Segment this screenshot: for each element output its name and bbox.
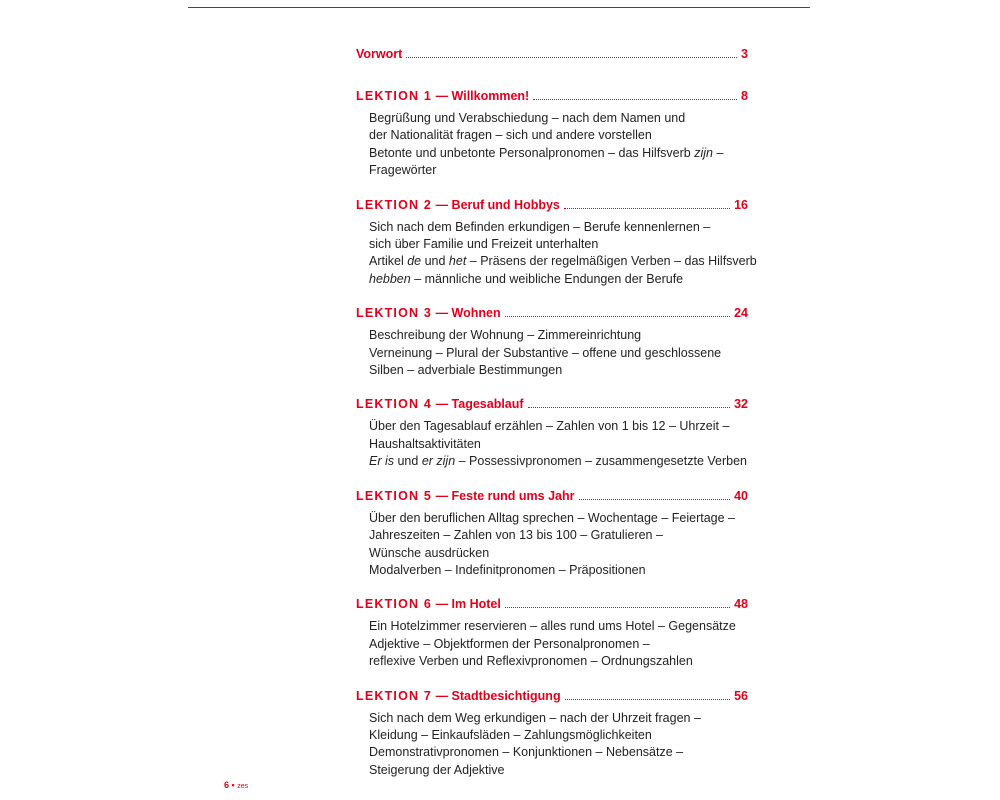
topic-line — [369, 710, 748, 727]
topic-text: Demonstrativpronomen – Konjunktionen – Nebensätze – — [369, 745, 684, 760]
lesson-separator: — — [432, 397, 452, 412]
topic-text: Kleidung – Einkaufsläden – Zahlungsmöglichkeiten — [369, 727, 652, 742]
lesson-title: Feste rund ums Jahr — [451, 488, 575, 503]
dot-leader — [406, 57, 737, 58]
dutch-term: zijn — [694, 145, 713, 160]
dot-leader — [579, 499, 731, 500]
lesson-page-number: 16 — [734, 197, 748, 212]
topic-text: Sich nach dem Weg erkundigen – nach der Uhrzeit fragen – — [369, 710, 701, 725]
topic-line — [369, 545, 748, 562]
lesson-topics — [369, 418, 748, 470]
lesson-title: Im Hotel — [451, 597, 501, 612]
topic-text: Artikel — [369, 254, 408, 269]
topic-line — [369, 219, 748, 236]
dutch-term: er zijn — [421, 454, 456, 469]
topic-text: reflexive Verben und Reflexivpronomen – Ordnungszahlen — [369, 654, 693, 669]
lesson-page-number: 32 — [734, 397, 748, 412]
topic-line — [369, 327, 748, 344]
dot-leader — [528, 407, 731, 408]
lesson-page-number: 8 — [741, 89, 748, 103]
topic-text: sich über Familie und Freizeit unterhalten — [369, 237, 599, 252]
topic-line — [369, 636, 748, 653]
topic-text: und — [421, 254, 449, 269]
lesson-page-number: 24 — [734, 306, 748, 321]
topic-text: der Nationalität fragen – sich und andere vorstellen — [369, 128, 652, 143]
lessons-list — [356, 88, 757, 779]
topic-line — [369, 618, 748, 635]
topic-line — [369, 345, 748, 362]
lesson-label: LEKTION 6 — [356, 597, 433, 612]
dot-leader — [565, 699, 731, 700]
toc-title-vorwort: Vorwort — [356, 47, 403, 61]
toc-entry-lektion-7 — [356, 688, 748, 780]
lesson-topics — [369, 110, 748, 180]
lesson-title: Stadtbesichtigung — [451, 688, 561, 703]
topic-text: Modalverben – Indefinitpronomen – Präpositionen — [369, 562, 646, 577]
topic-text: Begrüßung und Verabschiedung – nach dem Namen und — [369, 111, 686, 125]
lesson-separator: — — [432, 306, 452, 321]
topic-text: Sich nach dem Befinden erkundigen – Berufe kennenlernen – — [369, 219, 711, 234]
lesson-label: LEKTION 2 — [356, 197, 433, 212]
dot-leader — [505, 607, 730, 608]
toc-entry-lektion-1 — [356, 88, 748, 180]
topic-line — [369, 510, 748, 527]
lesson-separator: — — [432, 488, 452, 503]
lesson-title: Willkommen! — [451, 89, 530, 103]
toc-heading-lektion-3[interactable] — [356, 305, 748, 321]
topic-text: – Präsens der regelmäßigen Verben – das Hilfsverb — [466, 254, 757, 269]
toc-heading-lektion-5[interactable] — [356, 488, 748, 504]
dutch-term: hebben — [369, 271, 411, 286]
topic-line — [369, 562, 748, 579]
lesson-separator: — — [432, 197, 452, 212]
table-of-contents — [356, 46, 757, 779]
topic-text: Verneinung – Plural der Substantive – offene und geschlossene — [369, 345, 722, 360]
dot-leader — [533, 99, 737, 100]
topic-text: – — [712, 145, 724, 160]
topic-text: – Possessivpronomen – zusammengesetzte Verben — [455, 454, 747, 469]
topic-line — [369, 453, 748, 470]
topic-line — [369, 162, 748, 179]
lesson-label: LEKTION 7 — [356, 688, 433, 703]
toc-entry-lektion-5 — [356, 488, 748, 580]
lesson-separator: — — [432, 688, 452, 703]
topic-text: und — [394, 454, 422, 469]
lesson-page-number: 48 — [734, 597, 748, 612]
topic-text: Jahreszeiten – Zahlen von 13 bis 100 – Gratulieren – — [369, 528, 663, 543]
toc-heading-vorwort[interactable] — [356, 46, 748, 62]
topic-line — [369, 744, 748, 761]
lesson-label: LEKTION 4 — [356, 397, 433, 412]
lesson-label: LEKTION 5 — [356, 488, 433, 503]
topic-line — [369, 271, 748, 288]
dutch-term: Er is — [369, 454, 394, 469]
toc-entry-lektion-3 — [356, 305, 748, 379]
lesson-topics — [369, 219, 757, 289]
lesson-title: Tagesablauf — [451, 397, 524, 412]
topic-line — [369, 762, 748, 779]
topic-line — [369, 127, 748, 144]
toc-heading-lektion-4[interactable] — [356, 396, 748, 412]
dot-leader — [564, 208, 730, 209]
topic-line — [369, 727, 748, 744]
topic-line — [369, 236, 748, 253]
toc-heading-lektion-1[interactable] — [356, 88, 748, 104]
topic-text: – männliche und weibliche Endungen der Berufe — [410, 271, 684, 286]
folio-text: zes — [237, 783, 249, 790]
topic-text: Silben – adverbiale Bestimmungen — [369, 363, 563, 378]
dutch-term: de — [407, 254, 422, 269]
page-folio — [224, 780, 248, 790]
lesson-topics — [369, 510, 748, 580]
topic-text: Ein Hotelzimmer reservieren – alles rund ums Hotel – Gegensätze — [369, 619, 736, 634]
topic-line — [369, 436, 748, 453]
top-rule — [188, 7, 810, 8]
topic-text: Haushaltsaktivitäten — [369, 436, 481, 451]
lesson-separator: — — [432, 597, 452, 612]
toc-heading-lektion-7[interactable] — [356, 688, 748, 704]
dot-leader — [505, 316, 730, 317]
folio-bullet: • — [231, 780, 235, 790]
toc-entry-lektion-2 — [356, 197, 757, 289]
toc-heading-lektion-6[interactable] — [356, 596, 748, 612]
toc-heading-lektion-2[interactable] — [356, 197, 748, 213]
lesson-label: LEKTION 1 — [356, 89, 433, 103]
dutch-term: het — [448, 254, 467, 269]
lesson-topics — [369, 618, 748, 670]
lesson-topics — [369, 710, 748, 780]
lesson-label: LEKTION 3 — [356, 306, 433, 321]
topic-line — [369, 145, 748, 162]
topic-line — [369, 253, 757, 270]
lesson-title: Beruf und Hobbys — [451, 197, 560, 212]
lesson-separator: — — [432, 89, 452, 103]
toc-entry-lektion-6 — [356, 596, 748, 670]
toc-entry-vorwort — [356, 46, 748, 62]
toc-page-vorwort: 3 — [741, 47, 748, 61]
topic-line — [369, 418, 748, 435]
topic-line — [369, 653, 748, 670]
lesson-page-number: 40 — [734, 488, 748, 503]
topic-line — [369, 527, 748, 544]
topic-line — [369, 362, 748, 379]
topic-text: Fragewörter — [369, 163, 437, 178]
lesson-page-number: 56 — [734, 688, 748, 703]
lesson-topics — [369, 327, 748, 379]
lesson-title: Wohnen — [451, 306, 501, 321]
topic-text: Wünsche ausdrücken — [369, 545, 490, 560]
topic-text: Über den Tagesablauf erzählen – Zahlen von 1 bis 12 – Uhrzeit – — [369, 419, 730, 434]
topic-text: Beschreibung der Wohnung – Zimmereinrichtung — [369, 328, 642, 343]
folio-page-number: 6 — [224, 780, 230, 790]
topic-line — [369, 110, 748, 127]
topic-text: Betonte und unbetonte Personalpronomen – das Hilfsverb — [369, 145, 695, 160]
topic-text: Steigerung der Adjektive — [369, 762, 505, 777]
topic-text: Adjektive – Objektformen der Personalpronomen – — [369, 636, 650, 651]
toc-entry-lektion-4 — [356, 396, 748, 470]
topic-text: Über den beruflichen Alltag sprechen – Wochentage – Feiertage – — [369, 510, 735, 525]
